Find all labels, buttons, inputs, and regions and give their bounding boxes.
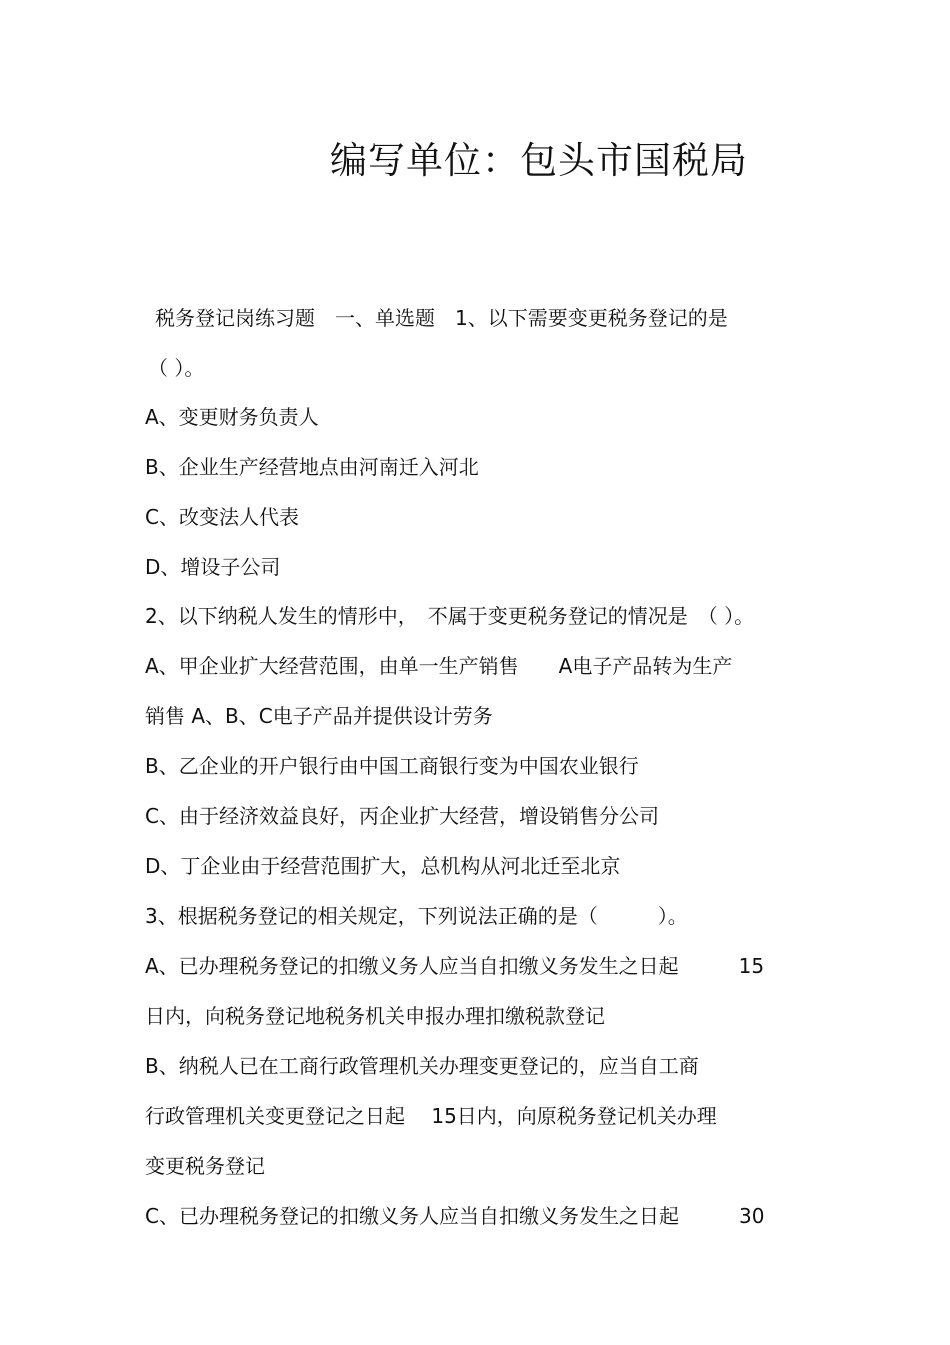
- question-1-stem: 税务登记岗练习题 一、单选题 1、以下需要变更税务登记的是: [155, 306, 728, 330]
- question-2-stem: 2、以下纳税人发生的情形中， 不属于变更税务登记的情况是 （ ）。: [145, 604, 755, 628]
- question-3-option-a: A、已办理税务登记的扣缴义务人应当自扣缴义务发生之日起 15: [145, 954, 765, 978]
- question-1-stem-continued: （ ）。: [148, 356, 205, 380]
- page-title: 编写单位：包头市国税局: [330, 139, 748, 182]
- question-3-option-b-continued: 行政管理机关变更登记之日起 15日内，向原税务登记机关办理: [145, 1104, 717, 1128]
- question-3-option-a-continued: 日内，向税务登记地税务机关申报办理扣缴税款登记: [145, 1004, 605, 1028]
- question-2-option-c: C、由于经济效益良好，丙企业扩大经营，增设销售分公司: [145, 804, 659, 828]
- question-2-option-a-continued: 销售 A、B、C电子产品并提供设计劳务: [145, 704, 493, 728]
- question-3-option-b-end: 变更税务登记: [145, 1154, 265, 1178]
- question-3-option-c: C、已办理税务登记的扣缴义务人应当自扣缴义务发生之日起 30: [145, 1204, 765, 1228]
- question-1-option-b: B、企业生产经营地点由河南迁入河北: [145, 455, 479, 479]
- question-1-option-d: D、增设子公司: [145, 555, 281, 579]
- question-3-stem: 3、根据税务登记的相关规定，下列说法正确的是（ ）。: [145, 904, 688, 928]
- question-2-option-a: A、甲企业扩大经营范围，由单一生产销售 A电子产品转为生产: [145, 654, 733, 678]
- question-2-option-b: B、乙企业的开户银行由中国工商银行变为中国农业银行: [145, 754, 639, 778]
- question-1-option-c: C、改变法人代表: [145, 505, 299, 529]
- question-2-option-d: D、丁企业由于经营范围扩大，总机构从河北迁至北京: [145, 854, 621, 878]
- question-3-option-b: B、纳税人已在工商行政管理机关办理变更登记的，应当自工商: [145, 1054, 699, 1078]
- question-1-option-a: A、变更财务负责人: [145, 405, 319, 429]
